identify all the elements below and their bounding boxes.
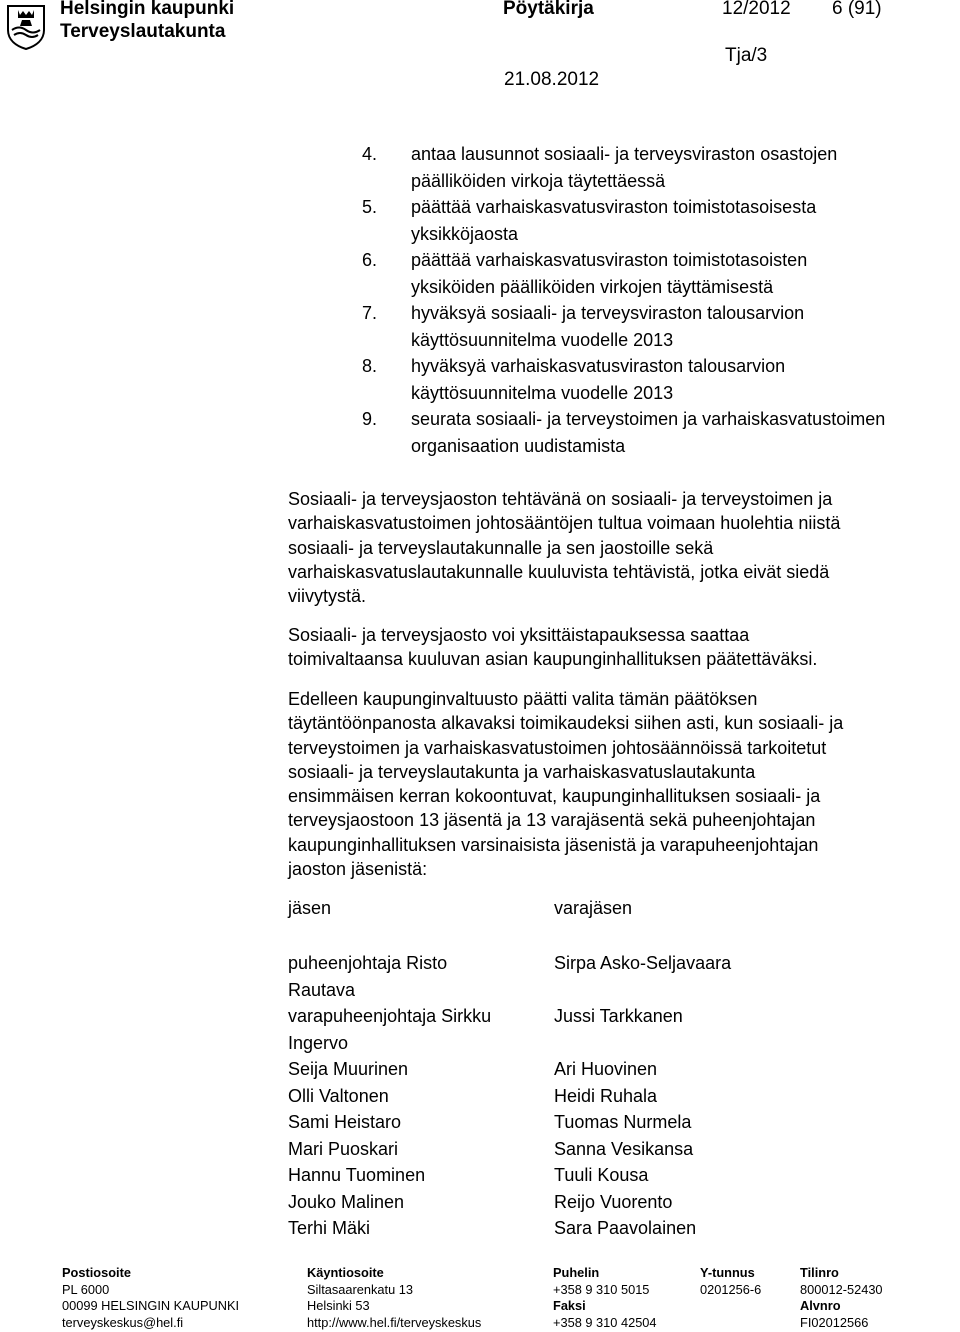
footer-phone: Puhelin +358 9 310 5015 Faksi +358 9 310 42504 [553,1265,657,1330]
footer-postal: Postiosoite PL 6000 00099 HELSINGIN KAUPUNKI terveyskeskus@hel.fi [62,1265,240,1330]
doc-number: 12/2012 [722,0,791,19]
table-row: Olli Valtonen Heidi Ruhala [288,1085,658,1106]
table-row: Seija Muurinen Ari Huovinen [288,1059,658,1079]
table-row: Terhi Mäki Sara Paavolainen [288,1218,697,1238]
list-item: 5. päättää varhaiskasvatusviraston toimistotasoisesta yksikköjaosta [362,197,817,244]
table-row: puheenjohtaja Risto Rautava Sirpa Asko-Seljavaara [288,953,732,1000]
footer-account: Tilinro 800012-52430 Alvnro FI02012566 [800,1265,883,1330]
footer-ytunnus: Y-tunnus 0201256-6 [700,1265,762,1297]
authority-list [362,141,960,459]
section-code: Tja/3 [725,45,768,66]
members-table [288,950,848,1242]
page-number: 6 (91) [832,0,882,19]
table-row: Mari Puoskari Sanna Vesikansa [288,1138,694,1159]
table-row: varapuheenjohtaja Sirkku Ingervo Jussi Tarkkanen [288,1006,683,1053]
column-header-member: jäsen [288,898,332,918]
list-item: 6. päättää varhaiskasvatusviraston toimistotasoisten yksiköiden päälliköiden virkojen täyttämisestä [362,250,808,297]
helsinki-crest-icon [6,4,46,50]
doc-type: Pöytäkirja [503,0,594,19]
org-name: Helsingin kaupunki [60,0,235,19]
list-item: 4. antaa lausunnot sosiaali- ja terveysviraston osastojen päälliköiden virkoja täytettäessä [362,144,838,191]
doc-date: 21.08.2012 [504,69,600,90]
footer-website-link[interactable]: http://www.hel.fi/terveyskeskus [307,1314,482,1330]
paragraph-duties: Sosiaali- ja terveysjaoston tehtävänä on sosiaali- ja terveystoimen ja varhaiskasvatustoimen johtosääntöjen tultua voimaan huolehtia niistä sosiaali- ja terveyslautakunnalle ja sen jaostoille sekä varhaiskasvatuslautakunnalle kuuluvista tehtävistä, jotka eivät siedä viivytystä. [288,489,841,607]
list-item: 9. seurata sosiaali- ja terveystoimen ja varhaiskasvatustoimen organisaation uudistamista [362,409,886,456]
paragraph-election: Edelleen kaupunginvaltuusto päätti valita tämän päätöksen täytäntöönpanosta alkavaksi toimikaudeksi siihen asti, kun sosiaali- ja terveystoimen ja varhaiskasvatustoimen johtosäännöissä tarkoitetut sosiaali- ja terveyslautakunta ja varhaiskasvatuslautakunta ensimmäisen kerran kokoontuvat, kaupunginhallituksen sosiaali- ja terveysjaostoon 13 jäsentä ja 13 varajäsentä sekä puheenjohtajan kaupunginhallituksen varsinaisista jäsenistä ja varapuheenjohtajan jaoston jäsenistä: [288,689,844,880]
table-row: Sami Heistaro Tuomas Nurmela [288,1112,692,1132]
table-row: Hannu Tuominen Tuuli Kousa [288,1165,649,1185]
footer-email-link[interactable]: terveyskeskus@hel.fi [62,1314,184,1330]
footer-visit: Käyntiosoite Siltasaarenkatu 13 Helsinki 53 http://www.hel.fi/terveyskeskus [307,1265,482,1330]
committee-name: Terveyslautakunta [60,21,226,42]
table-row: Jouko Malinen Reijo Vuorento [288,1191,673,1212]
list-item: 7. hyväksyä sosiaali- ja terveysviraston talousarvion käyttösuunnitelma vuodelle 2013 [362,303,805,350]
list-item: 8. hyväksyä varhaiskasvatusviraston talousarvion käyttösuunnitelma vuodelle 2013 [362,356,786,403]
paragraph-transfer: Sosiaali- ja terveysjaosto voi yksittäistapauksessa saattaa toimivaltaansa kuuluvan asian kaupunginhallituksen päätettäväksi. [288,625,818,670]
column-header-deputy: varajäsen [554,898,633,918]
